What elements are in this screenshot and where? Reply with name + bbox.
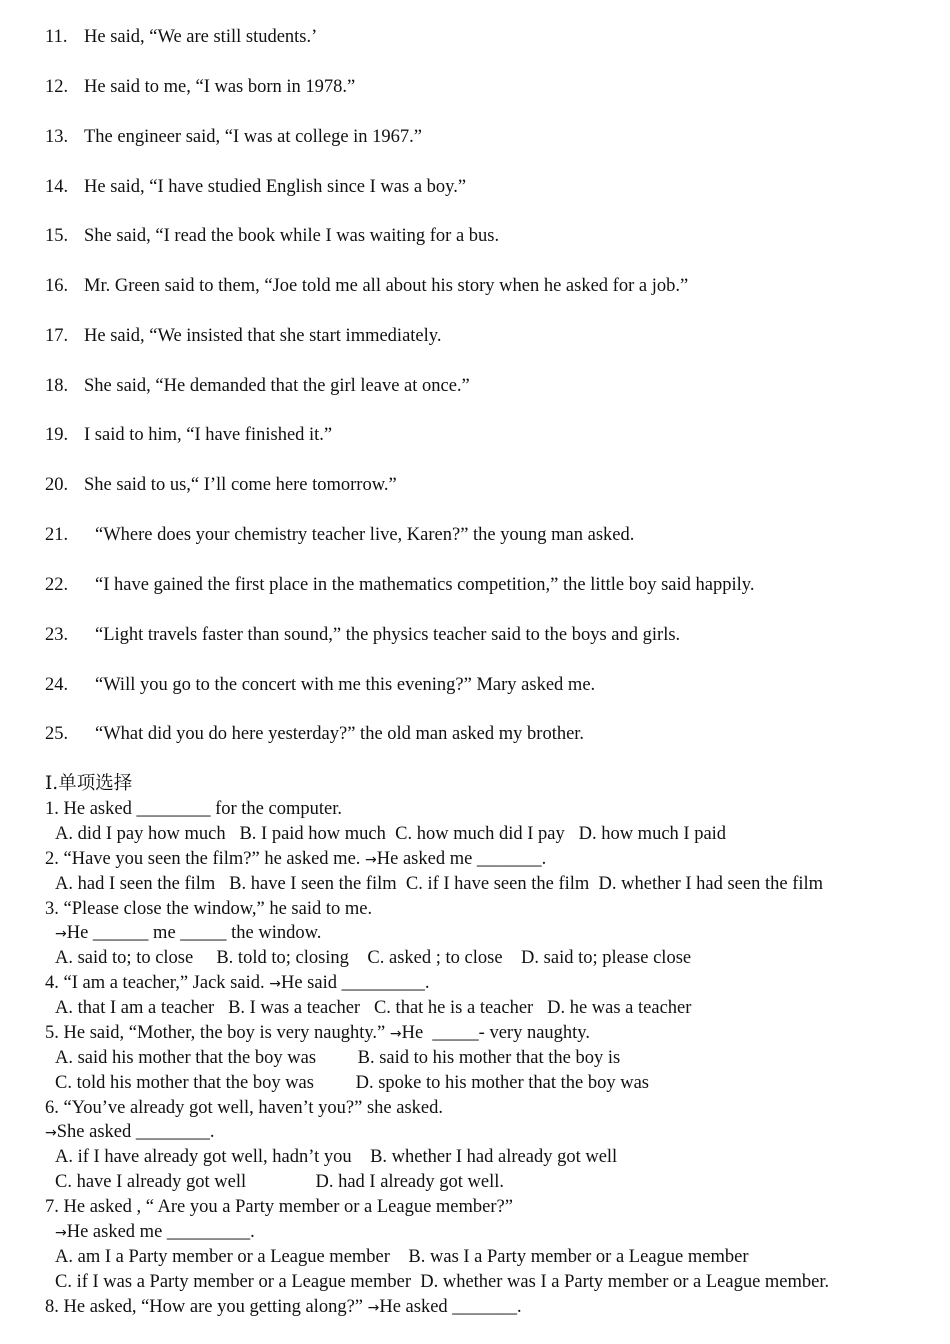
question-options: A. had I seen the film B. have I seen the film C. if I have seen the film D. whether I had seen the film bbox=[55, 874, 824, 894]
question-options: A. did I pay how much B. I paid how much C. how much did I pay D. how much I paid bbox=[55, 824, 727, 844]
sentence-item bbox=[45, 674, 595, 696]
question-options: C. if I was a Party member or a League member D. whether was I a Party member or a League member. bbox=[55, 1272, 830, 1292]
item-text: I said to him, “I have finished it.” bbox=[84, 425, 333, 445]
question-stem bbox=[45, 848, 546, 871]
item-number: 17. bbox=[45, 326, 69, 346]
question-options: A. that I am a teacher B. I was a teacher C. that he is a teacher D. he was a teacher bbox=[55, 998, 692, 1018]
sentence-item bbox=[45, 474, 397, 496]
question-options: C. have I already got well D. had I already got well. bbox=[55, 1172, 505, 1192]
sentence-item bbox=[45, 26, 317, 48]
item-text: “Where does your chemistry teacher live, Karen?” the young man asked. bbox=[95, 525, 635, 545]
stem-text: He asked me _________. bbox=[66, 1222, 255, 1242]
arrow-icon: → bbox=[55, 926, 67, 942]
item-number: 21. bbox=[45, 525, 69, 545]
item-text: “What did you do here yesterday?” the old man asked my brother. bbox=[95, 724, 585, 744]
question-options: A. said to; to close B. told to; closing C. asked ; to close D. said to; please close bbox=[55, 948, 692, 968]
item-number: 19. bbox=[45, 425, 69, 445]
item-text: He said, “We insisted that she start immediately. bbox=[84, 326, 442, 346]
item-number: 13. bbox=[45, 127, 69, 147]
sentence-item bbox=[45, 76, 355, 98]
question-continuation bbox=[55, 922, 321, 945]
stem-text: 8. He asked, “How are you getting along?” bbox=[45, 1297, 368, 1317]
sentence-item bbox=[45, 524, 634, 546]
item-text: “Light travels faster than sound,” the physics teacher said to the boys and girls. bbox=[95, 625, 681, 645]
item-number: 22. bbox=[45, 575, 69, 595]
question-continuation bbox=[55, 1221, 255, 1244]
item-number: 24. bbox=[45, 675, 69, 695]
stem-text: 5. He said, “Mother, the boy is very naughty.” bbox=[45, 1023, 390, 1043]
item-text: He said to me, “I was born in 1978.” bbox=[84, 77, 356, 97]
sentence-item bbox=[45, 225, 499, 247]
stem-text: She asked ________. bbox=[56, 1122, 215, 1142]
item-text: She said, “He demanded that the girl leave at once.” bbox=[84, 376, 470, 396]
arrow-icon: → bbox=[55, 1225, 67, 1241]
item-text: He said, “We are still students.’ bbox=[84, 27, 318, 47]
arrow-icon: → bbox=[365, 852, 377, 868]
sentence-item bbox=[45, 375, 470, 397]
item-text: Mr. Green said to them, “Joe told me all about his story when he asked for a job.” bbox=[84, 276, 689, 296]
item-number: 25. bbox=[45, 724, 69, 744]
question-continuation bbox=[45, 1121, 214, 1144]
question-stem: 7. He asked , “ Are you a Party member or a League member?” bbox=[45, 1197, 513, 1217]
stem-text: 2. “Have you seen the film?” he asked me. bbox=[45, 849, 366, 869]
item-text: “I have gained the first place in the mathematics competition,” the little boy said happily. bbox=[95, 575, 755, 595]
sentence-item bbox=[45, 574, 754, 596]
arrow-icon: → bbox=[269, 976, 281, 992]
sentence-item bbox=[45, 424, 332, 446]
item-number: 14. bbox=[45, 177, 69, 197]
item-number: 20. bbox=[45, 475, 69, 495]
question-options: A. am I a Party member or a League member B. was I a Party member or a League member bbox=[55, 1247, 749, 1267]
sentence-item bbox=[45, 126, 422, 148]
item-number: 15. bbox=[45, 226, 69, 246]
sentence-item bbox=[45, 275, 688, 297]
item-number: 16. bbox=[45, 276, 69, 296]
question-stem bbox=[45, 1296, 522, 1319]
item-text: She said to us,“ I’ll come here tomorrow.” bbox=[84, 475, 397, 495]
question-options: C. told his mother that the boy was D. spoke to his mother that the boy was bbox=[55, 1073, 649, 1093]
item-text: He said, “I have studied English since I was a boy.” bbox=[84, 177, 467, 197]
question-options: A. said his mother that the boy was B. said to his mother that the boy is bbox=[55, 1048, 621, 1068]
item-number: 18. bbox=[45, 376, 69, 396]
question-stem: 1. He asked ________ for the computer. bbox=[45, 799, 342, 819]
stem-text: He ______ me _____ the window. bbox=[66, 923, 322, 943]
item-text: She said, “I read the book while I was waiting for a bus. bbox=[84, 226, 500, 246]
sentence-item bbox=[45, 624, 680, 646]
question-options: A. if I have already got well, hadn’t you B. whether I had already got well bbox=[55, 1147, 618, 1167]
item-text: The engineer said, “I was at college in 1967.” bbox=[84, 127, 423, 147]
arrow-icon: → bbox=[45, 1125, 57, 1141]
sentence-item bbox=[45, 723, 584, 745]
arrow-icon: → bbox=[389, 1026, 402, 1042]
question-stem bbox=[45, 972, 429, 995]
sentence-item bbox=[45, 176, 466, 198]
stem-text: He asked _______. bbox=[379, 1297, 522, 1317]
stem-text: He _____- very naughty. bbox=[401, 1023, 590, 1043]
item-number: 11. bbox=[45, 27, 68, 47]
section-title: I.单项选择 bbox=[45, 773, 133, 794]
question-stem: 6. “You’ve already got well, haven’t you?” she asked. bbox=[45, 1098, 443, 1118]
item-number: 23. bbox=[45, 625, 69, 645]
stem-text: He asked me _______. bbox=[376, 849, 547, 869]
stem-text: 4. “I am a teacher,” Jack said. bbox=[45, 973, 270, 993]
stem-text: He said _________. bbox=[280, 973, 430, 993]
question-stem bbox=[45, 1022, 590, 1045]
item-text: “Will you go to the concert with me this evening?” Mary asked me. bbox=[95, 675, 596, 695]
arrow-icon: → bbox=[367, 1300, 380, 1316]
question-stem: 3. “Please close the window,” he said to me. bbox=[45, 899, 373, 919]
sentence-item bbox=[45, 325, 441, 347]
item-number: 12. bbox=[45, 77, 69, 97]
